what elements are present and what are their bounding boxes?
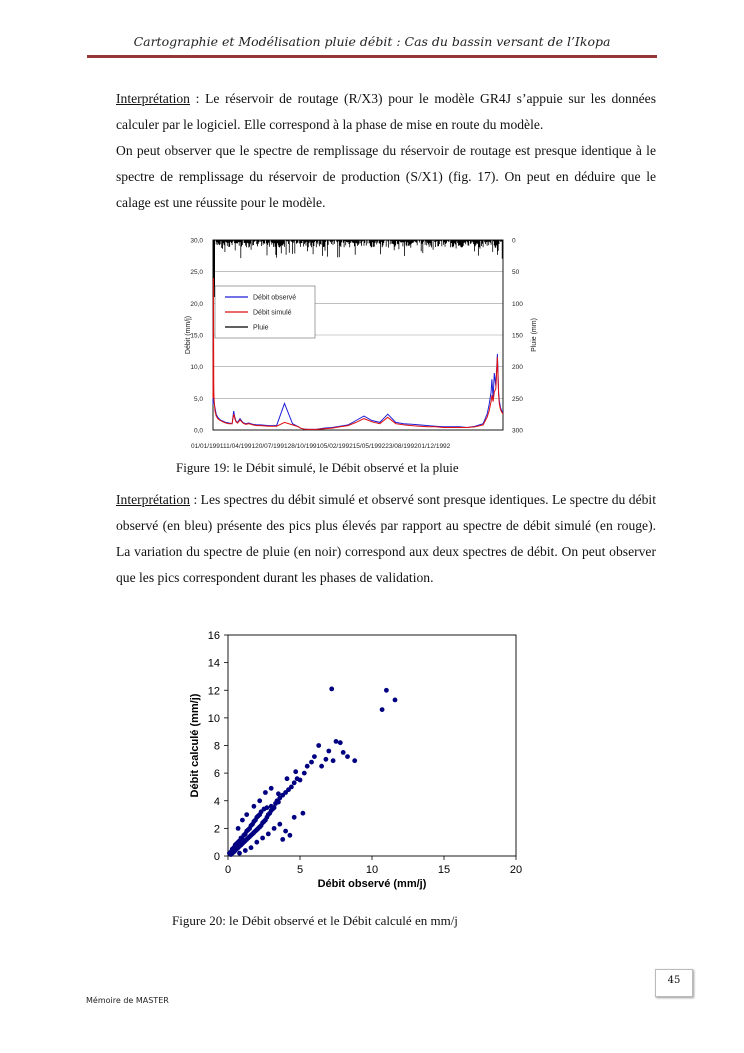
x-tick-labels: 01/01/199111/04/199120/07/199128/10/199105/02/199215/05/199223/08/199201/12/1992 xyxy=(191,443,451,450)
scatter-point xyxy=(244,812,249,817)
scatter-point xyxy=(305,764,310,769)
plot-frame xyxy=(228,635,516,856)
y-tick-label: 12 xyxy=(207,685,220,698)
figure-19-chart xyxy=(170,228,550,459)
figure-20-caption: Figure 20: le Débit observé et le Débit calculé en mm/j xyxy=(172,913,458,928)
y-tick-label: 10,0 xyxy=(190,364,203,372)
figure-19-caption: Figure 19: le Débit simulé, le Débit observé et la pluie xyxy=(176,460,459,475)
y-tick-label: 10 xyxy=(207,712,220,725)
y-tick-label: 16 xyxy=(207,630,220,642)
scatter-point xyxy=(338,740,343,745)
scatter-point xyxy=(276,800,281,805)
y2-axis-label: Pluie (mm) xyxy=(531,318,538,352)
scatter-point xyxy=(326,749,331,754)
scatter-point xyxy=(334,739,339,744)
scatter-point xyxy=(380,707,385,712)
page-number-box xyxy=(655,969,693,997)
y2-tick-label: 0 xyxy=(512,237,516,245)
paragraph-text: : Le réservoir de routage (R/X3) pour le modèle GR4J s’appuie sur les données calculer par le logiciel. Elle correspond à la phase de mise en route du modèle. xyxy=(116,91,656,132)
y2-tick-label: 50 xyxy=(512,269,520,277)
scatter-point xyxy=(257,798,262,803)
y-tick-label: 30,0 xyxy=(190,237,203,245)
paragraph-text: : Les spectres du débit simulé et observé sont presque identiques. Le spectre du débit observé (en bleu) présente des pics plus élevés par rapport au spectre de débit simulé (en rouge). La variation du spectre de pluie (en noir) correspond aux deux spectres de débit. On peut observer que les pics correspondent durant les phases de validation. xyxy=(116,492,656,585)
scatter-point xyxy=(265,805,270,810)
y-tick-label: 8 xyxy=(213,740,220,753)
scatter-point xyxy=(249,845,254,850)
interpretation-label: Interprétation xyxy=(116,91,190,106)
scatter-point xyxy=(312,754,317,759)
scatter-point xyxy=(341,750,346,755)
x-tick-label: 10 xyxy=(365,864,379,876)
y-tick-label: 20,0 xyxy=(190,300,203,308)
y-tick-label: 0 xyxy=(213,851,220,863)
scatter-point xyxy=(352,758,357,763)
scatter-point xyxy=(285,776,290,781)
scatter-point xyxy=(302,771,307,776)
y-axis-label: Débit calculé (mm/j) xyxy=(189,693,201,798)
series-debit-observe xyxy=(213,354,503,429)
scatter-point xyxy=(309,760,314,765)
y-tick-label: 25,0 xyxy=(190,269,203,277)
x-axis-label: Débit observé (mm/j) xyxy=(317,878,427,890)
y2-tick-label: 200 xyxy=(512,364,523,372)
scatter-point xyxy=(329,687,334,692)
scatter-point xyxy=(236,826,241,831)
scatter-point xyxy=(280,837,285,842)
paragraph-interpretation-1 xyxy=(116,86,656,216)
scatter-point xyxy=(283,829,288,834)
scatter-point xyxy=(288,833,293,838)
scatter-point xyxy=(293,769,298,774)
y2-tick-label: 250 xyxy=(512,395,523,403)
scatter-point xyxy=(289,785,294,790)
scatter-point xyxy=(319,764,324,769)
scatter-point xyxy=(254,840,259,845)
scatter-point xyxy=(316,743,321,748)
header-rule xyxy=(87,55,657,58)
scatter-point xyxy=(252,804,257,809)
x-tick-label: 15 xyxy=(437,864,451,876)
scatter-point xyxy=(276,791,281,796)
y-tick-label: 2 xyxy=(213,823,220,836)
scatter-point xyxy=(240,818,245,823)
y-tick-label: 4 xyxy=(213,795,220,808)
scatter-point xyxy=(266,832,271,837)
paragraph-interpretation-2 xyxy=(116,487,656,591)
y-tick-label: 6 xyxy=(213,768,220,781)
page-header-title: Cartographie et Modélisation pluie débit : Cas du bassin versant de l’Ikopa xyxy=(133,34,611,49)
hydrograph-chart xyxy=(170,228,550,454)
y-tick-label: 0,0 xyxy=(193,427,203,435)
x-tick-label: 5 xyxy=(296,864,304,876)
scatter-point xyxy=(331,758,336,763)
scatter-point xyxy=(298,778,303,783)
interpretation-label: Interprétation xyxy=(116,492,190,507)
footer-text: Mémoire de MASTER xyxy=(86,996,169,1005)
scatter-chart xyxy=(180,622,540,897)
page-number: 45 xyxy=(667,975,681,986)
scatter-point xyxy=(301,811,306,816)
scatter-point xyxy=(260,836,265,841)
scatter-point xyxy=(324,757,329,762)
y-tick-label: 14 xyxy=(207,657,220,670)
x-tick-label: 0 xyxy=(224,864,232,876)
scatter-point xyxy=(393,698,398,703)
scatter-point xyxy=(272,805,277,810)
x-tick-label: 20 xyxy=(509,864,523,876)
scatter-point xyxy=(345,754,350,759)
y-tick-label: 5,0 xyxy=(193,395,203,403)
y-axis-label: Débit (mm/j) xyxy=(185,315,192,355)
y2-tick-label: 300 xyxy=(512,427,523,435)
legend-label: Débit observé xyxy=(253,294,297,302)
y2-tick-label: 100 xyxy=(512,300,523,308)
scatter-point xyxy=(292,815,297,820)
scatter-point xyxy=(263,790,268,795)
y-tick-label: 15,0 xyxy=(190,332,203,340)
scatter-point xyxy=(384,688,389,693)
y2-tick-label: 150 xyxy=(512,332,523,340)
scatter-point xyxy=(292,780,297,785)
paragraph-text: On peut observer que le spectre de remplissage du réservoir de routage est presque identique à le spectre de remplissage du réservoir de production (S/X1) (fig. 17). On peut en déduire que le calage est une réussite pour le modèle. xyxy=(116,143,656,210)
scatter-point xyxy=(277,822,282,827)
scatter-point xyxy=(237,851,242,856)
legend-label: Pluie xyxy=(253,324,269,332)
figure-20-chart xyxy=(180,622,540,902)
scatter-point xyxy=(243,848,248,853)
legend-label: Débit simulé xyxy=(253,309,292,317)
scatter-point xyxy=(269,786,274,791)
scatter-point xyxy=(272,826,277,831)
